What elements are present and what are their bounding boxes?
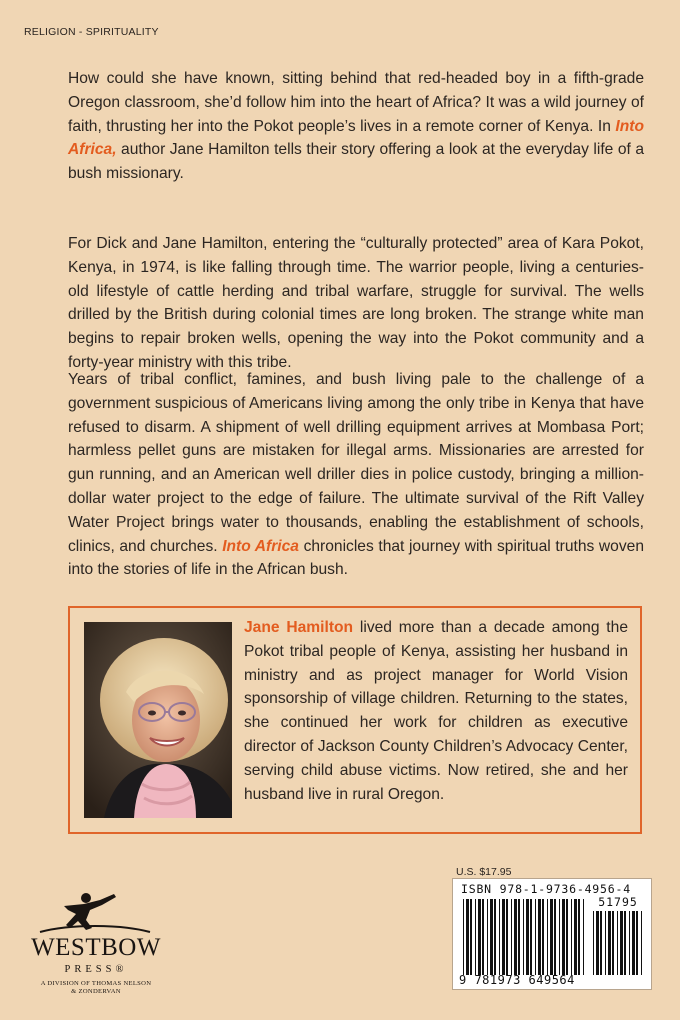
barcode-bar xyxy=(632,911,635,975)
price-label: U.S. $17.95 xyxy=(456,866,512,878)
author-name: Jane Hamilton xyxy=(244,619,354,636)
barcode-bar xyxy=(554,899,556,975)
barcode-bar xyxy=(523,899,524,975)
division-line-2: & ZONDERVAN xyxy=(71,988,121,995)
barcode-bar xyxy=(596,911,599,975)
barcode-bar xyxy=(478,899,481,975)
book-title-highlight: Into Africa xyxy=(222,537,299,555)
barcode-bar xyxy=(542,899,544,975)
barcode-bar xyxy=(566,899,568,975)
author-bio xyxy=(244,616,628,806)
barcode-bar xyxy=(466,899,469,975)
barcode-bar xyxy=(490,899,493,975)
barcode-bar xyxy=(620,911,623,975)
barcode-bar xyxy=(624,911,626,975)
barcode-bar xyxy=(463,899,464,975)
barcode-bar xyxy=(550,899,553,975)
barcode-bar xyxy=(605,911,606,975)
paragraph-1-text-end: author Jane Hamilton tells their story offering a look at the everyday life of a bush missionary. xyxy=(68,141,644,183)
publisher-logo xyxy=(20,888,170,1008)
author-bio-box xyxy=(68,606,642,834)
barcode-bar xyxy=(641,911,642,975)
barcode-bar xyxy=(470,899,472,975)
barcode-bar xyxy=(494,899,496,975)
barcode-bar xyxy=(600,911,602,975)
publisher-division xyxy=(26,980,166,996)
description-paragraph-1 xyxy=(68,67,644,186)
barcode-bar xyxy=(475,899,476,975)
barcode-bar xyxy=(487,899,488,975)
barcode-bar xyxy=(608,911,611,975)
barcode-bar xyxy=(571,899,572,975)
barcode-bar xyxy=(547,899,548,975)
barcode xyxy=(452,878,652,990)
price-barcode-bars xyxy=(593,911,643,975)
barcode-bar xyxy=(559,899,560,975)
barcode-bar xyxy=(538,899,541,975)
description-paragraph-2: For Dick and Jane Hamilton, entering the “culturally protected” area of Kara Pokot, Kenya, in 1974, is like falling through time. The warrior people, living a centuries-old lifestyle of cattle herding and tribal warfare, struggle for survival. The wells drilled by the British during colonial times are long broken. The strange white man begins to repair broken wells, opening the way into the Pokot community and a forty-year ministry with this tribe. xyxy=(68,235,644,371)
barcode-bar xyxy=(629,911,630,975)
author-bio-text: lived more than a decade among the Pokot tribal people of Kenya, assisting her husband in ministry and as project manager for World Vision sponsorship of village children. Returning to the states, she continued her work for children as executive director of Jackson County Children’s Advocacy Center, serving child abuse victims. Now retired, she and her husband live in rural Oregon. xyxy=(244,619,628,803)
ean-digits: 9 781973 649564 xyxy=(459,973,575,987)
barcode-bar xyxy=(574,899,577,975)
author-photo xyxy=(84,622,232,818)
barcode-bar xyxy=(617,911,618,975)
description-paragraph-3 xyxy=(68,368,644,582)
paragraph-1-text-start: How could she have known, sitting behind that red-headed boy in a fifth-grade Oregon classroom, she’d follow him into the heart of Africa? It was a wild journey of faith, thrusting her into the Pokot people’s lives in a remote corner of Kenya. In xyxy=(68,70,644,135)
isbn-label: ISBN 978-1-9736-4956-4 xyxy=(461,882,631,896)
publisher-name: WESTBOW xyxy=(31,934,161,961)
ean-barcode-bars xyxy=(463,899,587,975)
category-label: RELIGION - SPIRITUALITY xyxy=(24,26,159,38)
barcode-bar xyxy=(511,899,512,975)
barcode-bar xyxy=(506,899,508,975)
price-code-digits: 51795 xyxy=(598,895,638,909)
barcode-bar xyxy=(636,911,638,975)
runner-emblem-icon xyxy=(20,888,170,938)
barcode-bar xyxy=(562,899,565,975)
division-line-1: A DIVISION OF THOMAS NELSON xyxy=(40,980,152,987)
barcode-bar xyxy=(502,899,505,975)
paragraph-3-text-end: chronicles that journey with spiritual truths woven into the stories of life in the African bush. xyxy=(68,537,644,579)
barcode-bar xyxy=(535,899,536,975)
barcode-bar xyxy=(518,899,520,975)
barcode-bar xyxy=(612,911,614,975)
barcode-bar xyxy=(593,911,594,975)
barcode-bar xyxy=(482,899,484,975)
book-title-highlight: Into Africa, xyxy=(68,117,644,159)
barcode-bar xyxy=(499,899,500,975)
barcode-bar xyxy=(514,899,517,975)
publisher-press: PRESS® xyxy=(64,964,128,975)
barcode-bar xyxy=(578,899,580,975)
paragraph-3-text-start: Years of tribal conflict, famines, and bush living pale to the challenge of a government suspicious of Americans living among the only tribe in Kenya that have refused to disarm. A shipment of well drilling equipment arrives at Mombasa Port; harmless pellet guns are mistaken for illegal arms. Missionaries are arrested for gun running, and an American well driller dies in police custody, bringing a million-dollar water project to the edge of failure. The ultimate survival of the Rift Valley Water Project brings water to thousands, enabling the establishment of schools, clinics, and churches. xyxy=(68,371,644,555)
barcode-bar xyxy=(526,899,529,975)
barcode-bar xyxy=(530,899,532,975)
barcode-bar xyxy=(583,899,584,975)
